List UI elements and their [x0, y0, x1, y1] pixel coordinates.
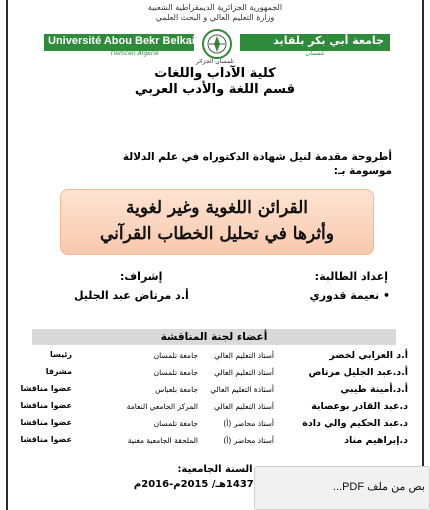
member-role: عضوا مناقشا	[20, 401, 72, 410]
university-location-fr: Tlemcen Algérie	[110, 50, 159, 57]
committee-row	[20, 433, 408, 450]
university-logo-icon	[199, 28, 235, 60]
department-name: قسم اللغة والأدب العربي	[134, 82, 296, 97]
notification-text: بص من ملف PDF...	[332, 481, 425, 493]
supervisor-name: أ.د مرتاض عبد الجليل	[74, 289, 189, 302]
member-rank: أستاذ التعليم العالي	[214, 351, 274, 360]
member-rank: أستاذ التعليم العالي	[214, 368, 274, 377]
committee-row	[20, 382, 408, 399]
logo-caption: تلمسان الجزائر	[196, 58, 234, 65]
thesis-title-line-1: القرائن اللغوية وغير لغوية	[125, 198, 308, 218]
member-role: عضوا مناقشا	[20, 418, 72, 427]
university-name-fr: Université Abou Bekr Belkaid	[48, 35, 202, 47]
member-rank: أستاذة التعليم العالي	[210, 385, 274, 394]
member-institution: جامعة تلمسان	[153, 368, 198, 377]
member-name: د.إبراهيم مناد	[344, 435, 408, 446]
republic-header	[8, 3, 422, 23]
committee-row	[24, 348, 408, 365]
member-institution: المركز الجامعي النعامة	[126, 402, 198, 411]
student-name: • نعيمة قدوري	[309, 289, 390, 302]
committee-table	[20, 348, 408, 450]
university-location-ar: تلمسان	[305, 50, 324, 57]
member-role: مشرفا	[45, 367, 72, 376]
republic-line: الجمهورية الجزائرية الديمقراطية الشعبية	[147, 3, 283, 12]
ministry-line: وزارة التعليم العالي و البحث العلمي	[155, 13, 275, 22]
member-role: عضوا مناقشا	[20, 384, 72, 393]
member-role: عضوا مناقشا	[20, 435, 72, 444]
academic-year-label: السنة الجامعية:	[177, 464, 253, 475]
member-role: رئيسا	[49, 350, 72, 359]
member-rank: أستاذ التعليم العالي	[214, 402, 274, 411]
member-name: أ.د.عبد الجليل مرتاض	[308, 367, 408, 378]
member-name: د.عبد القادر بوعصابة	[311, 401, 408, 412]
committee-row	[20, 399, 408, 416]
member-institution: جامعة تلمسان	[153, 419, 198, 428]
academic-year-value: 1437هـ/ 2015م-2016م	[133, 479, 254, 490]
member-rank: أستاذ محاضر (أ)	[223, 436, 274, 445]
member-institution: الملحقة الجامعية مغنية	[127, 436, 198, 445]
member-institution: جامعة بلعباس	[155, 385, 198, 394]
prepared-by-label: إعداد الطالبة:	[314, 270, 388, 283]
pdf-copy-notification[interactable]	[254, 466, 430, 510]
university-banner	[44, 30, 390, 56]
member-institution: جامعة تلمسان	[153, 351, 198, 360]
thesis-intro-line-1: أطروحة مقدمة لنيل شهادة الدكتوراه في علم الدلالة	[122, 151, 392, 163]
thesis-intro	[123, 150, 392, 178]
member-name: أ.د.أمينة طيبي	[340, 384, 408, 395]
university-name-ar: جامعة أبي بكر بلقايد	[273, 34, 384, 47]
member-rank: أستاذ محاضر (أ)	[223, 419, 274, 428]
faculty-name: كلية الآداب واللغات	[154, 66, 276, 81]
committee-row	[24, 365, 408, 382]
supervision-label: إشراف:	[120, 270, 163, 283]
member-name: د.عبد الحكيم والي دادة	[302, 418, 408, 429]
committee-header: أعضاء لجنة المناقشة	[32, 329, 396, 345]
thesis-intro-line-2: موسومة بـ:	[333, 165, 392, 177]
committee-row	[20, 416, 408, 433]
thesis-title-box	[60, 189, 374, 255]
thesis-title-line-2: وأثرها في تحليل الخطاب القرآني	[99, 224, 334, 244]
member-name: أ.د العرابي لخضر	[329, 350, 408, 361]
document-page	[6, 0, 424, 510]
